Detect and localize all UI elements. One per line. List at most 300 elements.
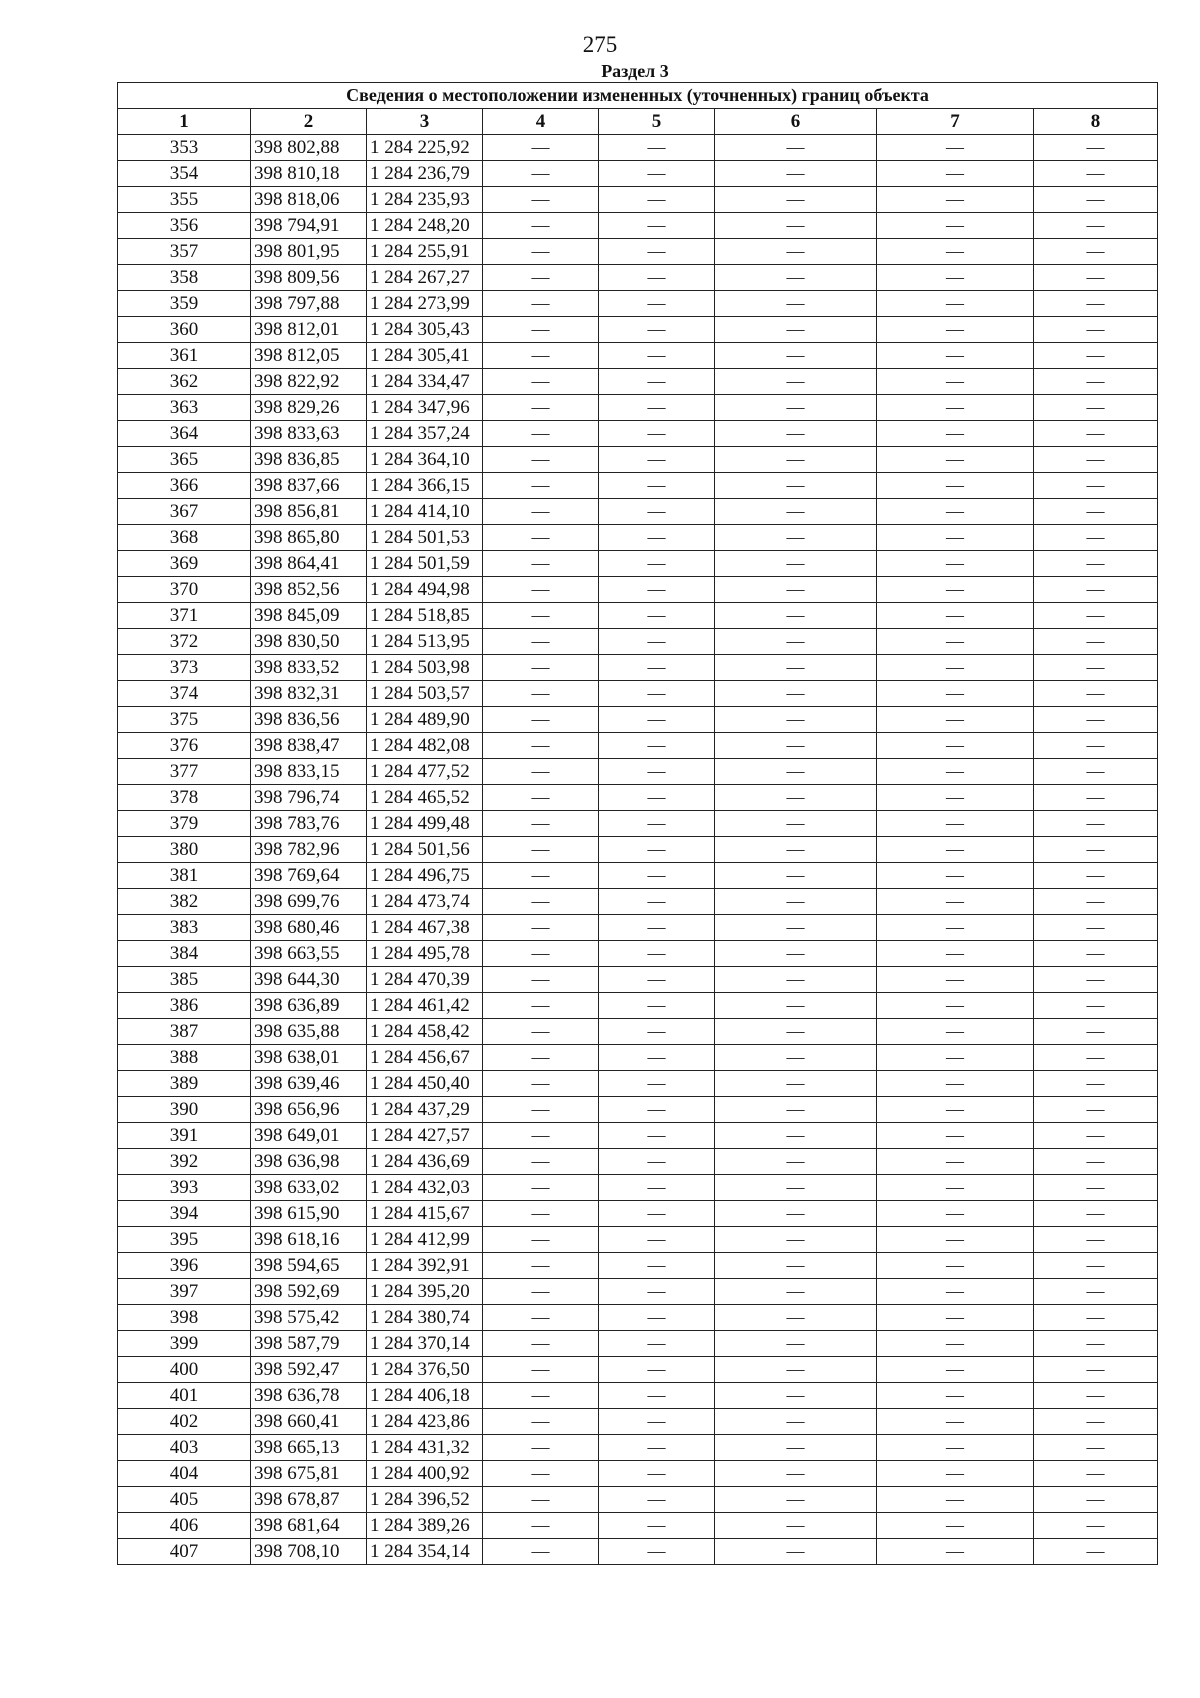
empty-value-cell: — xyxy=(483,1045,599,1071)
point-number-cell: 397 xyxy=(118,1279,251,1305)
empty-value-cell: — xyxy=(1034,239,1158,265)
empty-value-cell: — xyxy=(715,161,877,187)
x-coordinate-cell: 398 708,10 xyxy=(251,1539,367,1565)
y-coordinate-cell: 1 284 461,42 xyxy=(367,993,483,1019)
empty-value-cell: — xyxy=(599,603,715,629)
empty-value-cell: — xyxy=(715,889,877,915)
table-row xyxy=(118,889,1158,915)
empty-value-cell: — xyxy=(877,733,1034,759)
table-row xyxy=(118,343,1158,369)
x-coordinate-cell: 398 680,46 xyxy=(251,915,367,941)
empty-value-cell: — xyxy=(599,1513,715,1539)
empty-value-cell: — xyxy=(877,1175,1034,1201)
empty-value-cell: — xyxy=(483,187,599,213)
empty-value-cell: — xyxy=(877,395,1034,421)
table-row xyxy=(118,993,1158,1019)
boundary-coordinates-table xyxy=(117,82,1158,1565)
empty-value-cell: — xyxy=(877,1539,1034,1565)
empty-value-cell: — xyxy=(1034,1539,1158,1565)
empty-value-cell: — xyxy=(877,1019,1034,1045)
empty-value-cell: — xyxy=(1034,967,1158,993)
point-number-cell: 401 xyxy=(118,1383,251,1409)
empty-value-cell: — xyxy=(715,1123,877,1149)
y-coordinate-cell: 1 284 364,10 xyxy=(367,447,483,473)
empty-value-cell: — xyxy=(483,291,599,317)
empty-value-cell: — xyxy=(877,759,1034,785)
y-coordinate-cell: 1 284 396,52 xyxy=(367,1487,483,1513)
y-coordinate-cell: 1 284 235,93 xyxy=(367,187,483,213)
empty-value-cell: — xyxy=(1034,681,1158,707)
empty-value-cell: — xyxy=(1034,1487,1158,1513)
empty-value-cell: — xyxy=(877,265,1034,291)
x-coordinate-cell: 398 830,50 xyxy=(251,629,367,655)
empty-value-cell: — xyxy=(483,1097,599,1123)
empty-value-cell: — xyxy=(483,1487,599,1513)
x-coordinate-cell: 398 801,95 xyxy=(251,239,367,265)
y-coordinate-cell: 1 284 380,74 xyxy=(367,1305,483,1331)
empty-value-cell: — xyxy=(877,187,1034,213)
y-coordinate-cell: 1 284 255,91 xyxy=(367,239,483,265)
x-coordinate-cell: 398 812,05 xyxy=(251,343,367,369)
empty-value-cell: — xyxy=(715,1409,877,1435)
empty-value-cell: — xyxy=(1034,889,1158,915)
table-caption: Сведения о местоположении измененных (уточненных) границ объекта xyxy=(118,83,1158,109)
empty-value-cell: — xyxy=(599,291,715,317)
point-number-cell: 380 xyxy=(118,837,251,863)
empty-value-cell: — xyxy=(715,525,877,551)
empty-value-cell: — xyxy=(715,993,877,1019)
empty-value-cell: — xyxy=(483,1019,599,1045)
empty-value-cell: — xyxy=(877,1201,1034,1227)
empty-value-cell: — xyxy=(715,447,877,473)
empty-value-cell: — xyxy=(715,1461,877,1487)
table-row xyxy=(118,577,1158,603)
empty-value-cell: — xyxy=(1034,161,1158,187)
empty-value-cell: — xyxy=(483,1435,599,1461)
column-number: 2 xyxy=(251,109,367,135)
empty-value-cell: — xyxy=(599,785,715,811)
point-number-cell: 358 xyxy=(118,265,251,291)
empty-value-cell: — xyxy=(877,1045,1034,1071)
empty-value-cell: — xyxy=(1034,837,1158,863)
x-coordinate-cell: 398 794,91 xyxy=(251,213,367,239)
x-coordinate-cell: 398 699,76 xyxy=(251,889,367,915)
table-row xyxy=(118,135,1158,161)
x-coordinate-cell: 398 797,88 xyxy=(251,291,367,317)
empty-value-cell: — xyxy=(1034,1175,1158,1201)
empty-value-cell: — xyxy=(599,1279,715,1305)
y-coordinate-cell: 1 284 477,52 xyxy=(367,759,483,785)
y-coordinate-cell: 1 284 437,29 xyxy=(367,1097,483,1123)
empty-value-cell: — xyxy=(715,187,877,213)
empty-value-cell: — xyxy=(1034,1357,1158,1383)
empty-value-cell: — xyxy=(483,967,599,993)
empty-value-cell: — xyxy=(483,213,599,239)
empty-value-cell: — xyxy=(599,655,715,681)
empty-value-cell: — xyxy=(877,889,1034,915)
empty-value-cell: — xyxy=(1034,1461,1158,1487)
empty-value-cell: — xyxy=(483,681,599,707)
empty-value-cell: — xyxy=(599,1097,715,1123)
x-coordinate-cell: 398 838,47 xyxy=(251,733,367,759)
point-number-cell: 363 xyxy=(118,395,251,421)
empty-value-cell: — xyxy=(877,1305,1034,1331)
empty-value-cell: — xyxy=(483,1175,599,1201)
empty-value-cell: — xyxy=(599,1357,715,1383)
empty-value-cell: — xyxy=(599,837,715,863)
empty-value-cell: — xyxy=(715,421,877,447)
x-coordinate-cell: 398 833,63 xyxy=(251,421,367,447)
y-coordinate-cell: 1 284 366,15 xyxy=(367,473,483,499)
x-coordinate-cell: 398 822,92 xyxy=(251,369,367,395)
empty-value-cell: — xyxy=(877,915,1034,941)
x-coordinate-cell: 398 681,64 xyxy=(251,1513,367,1539)
y-coordinate-cell: 1 284 376,50 xyxy=(367,1357,483,1383)
table-row xyxy=(118,1435,1158,1461)
table-row xyxy=(118,1331,1158,1357)
empty-value-cell: — xyxy=(599,1071,715,1097)
point-number-cell: 356 xyxy=(118,213,251,239)
empty-value-cell: — xyxy=(877,1461,1034,1487)
empty-value-cell: — xyxy=(715,499,877,525)
y-coordinate-cell: 1 284 389,26 xyxy=(367,1513,483,1539)
point-number-cell: 359 xyxy=(118,291,251,317)
empty-value-cell: — xyxy=(483,785,599,811)
point-number-cell: 360 xyxy=(118,317,251,343)
empty-value-cell: — xyxy=(483,837,599,863)
table-row xyxy=(118,1279,1158,1305)
empty-value-cell: — xyxy=(1034,1123,1158,1149)
empty-value-cell: — xyxy=(715,941,877,967)
empty-value-cell: — xyxy=(1034,1253,1158,1279)
x-coordinate-cell: 398 783,76 xyxy=(251,811,367,837)
empty-value-cell: — xyxy=(877,1123,1034,1149)
table-row xyxy=(118,395,1158,421)
table-caption-row xyxy=(118,83,1158,109)
point-number-cell: 372 xyxy=(118,629,251,655)
empty-value-cell: — xyxy=(599,1435,715,1461)
empty-value-cell: — xyxy=(715,1045,877,1071)
table-row xyxy=(118,421,1158,447)
empty-value-cell: — xyxy=(599,629,715,655)
empty-value-cell: — xyxy=(483,1357,599,1383)
empty-value-cell: — xyxy=(715,1227,877,1253)
table-row xyxy=(118,811,1158,837)
empty-value-cell: — xyxy=(599,1383,715,1409)
x-coordinate-cell: 398 852,56 xyxy=(251,577,367,603)
empty-value-cell: — xyxy=(1034,993,1158,1019)
x-coordinate-cell: 398 636,78 xyxy=(251,1383,367,1409)
empty-value-cell: — xyxy=(1034,707,1158,733)
empty-value-cell: — xyxy=(715,1149,877,1175)
empty-value-cell: — xyxy=(599,551,715,577)
empty-value-cell: — xyxy=(715,1201,877,1227)
empty-value-cell: — xyxy=(715,811,877,837)
y-coordinate-cell: 1 284 465,52 xyxy=(367,785,483,811)
empty-value-cell: — xyxy=(1034,525,1158,551)
x-coordinate-cell: 398 802,88 xyxy=(251,135,367,161)
empty-value-cell: — xyxy=(599,1019,715,1045)
empty-value-cell: — xyxy=(877,1357,1034,1383)
column-number: 7 xyxy=(877,109,1034,135)
x-coordinate-cell: 398 615,90 xyxy=(251,1201,367,1227)
y-coordinate-cell: 1 284 225,92 xyxy=(367,135,483,161)
y-coordinate-cell: 1 284 236,79 xyxy=(367,161,483,187)
empty-value-cell: — xyxy=(877,499,1034,525)
x-coordinate-cell: 398 836,85 xyxy=(251,447,367,473)
table-row xyxy=(118,837,1158,863)
point-number-cell: 383 xyxy=(118,915,251,941)
y-coordinate-cell: 1 284 370,14 xyxy=(367,1331,483,1357)
point-number-cell: 402 xyxy=(118,1409,251,1435)
empty-value-cell: — xyxy=(483,473,599,499)
empty-value-cell: — xyxy=(877,369,1034,395)
empty-value-cell: — xyxy=(599,473,715,499)
y-coordinate-cell: 1 284 412,99 xyxy=(367,1227,483,1253)
empty-value-cell: — xyxy=(483,1071,599,1097)
empty-value-cell: — xyxy=(877,837,1034,863)
point-number-cell: 403 xyxy=(118,1435,251,1461)
empty-value-cell: — xyxy=(483,239,599,265)
empty-value-cell: — xyxy=(1034,1513,1158,1539)
empty-value-cell: — xyxy=(877,967,1034,993)
empty-value-cell: — xyxy=(599,889,715,915)
empty-value-cell: — xyxy=(715,239,877,265)
empty-value-cell: — xyxy=(715,1539,877,1565)
table-row xyxy=(118,681,1158,707)
empty-value-cell: — xyxy=(599,1045,715,1071)
empty-value-cell: — xyxy=(877,681,1034,707)
y-coordinate-cell: 1 284 273,99 xyxy=(367,291,483,317)
empty-value-cell: — xyxy=(599,447,715,473)
y-coordinate-cell: 1 284 513,95 xyxy=(367,629,483,655)
empty-value-cell: — xyxy=(1034,629,1158,655)
x-coordinate-cell: 398 845,09 xyxy=(251,603,367,629)
table-row xyxy=(118,1383,1158,1409)
empty-value-cell: — xyxy=(1034,395,1158,421)
table-row xyxy=(118,187,1158,213)
empty-value-cell: — xyxy=(715,785,877,811)
empty-value-cell: — xyxy=(1034,473,1158,499)
table-row xyxy=(118,1253,1158,1279)
empty-value-cell: — xyxy=(483,317,599,343)
table-row xyxy=(118,447,1158,473)
empty-value-cell: — xyxy=(877,1487,1034,1513)
table-row xyxy=(118,265,1158,291)
y-coordinate-cell: 1 284 489,90 xyxy=(367,707,483,733)
empty-value-cell: — xyxy=(483,1227,599,1253)
table-row xyxy=(118,1513,1158,1539)
y-coordinate-cell: 1 284 414,10 xyxy=(367,499,483,525)
point-number-cell: 404 xyxy=(118,1461,251,1487)
empty-value-cell: — xyxy=(599,395,715,421)
point-number-cell: 386 xyxy=(118,993,251,1019)
empty-value-cell: — xyxy=(599,1487,715,1513)
point-number-cell: 391 xyxy=(118,1123,251,1149)
table-row xyxy=(118,1227,1158,1253)
y-coordinate-cell: 1 284 496,75 xyxy=(367,863,483,889)
x-coordinate-cell: 398 644,30 xyxy=(251,967,367,993)
point-number-cell: 371 xyxy=(118,603,251,629)
empty-value-cell: — xyxy=(715,1435,877,1461)
table-row xyxy=(118,863,1158,889)
page-number: 275 xyxy=(582,32,618,57)
empty-value-cell: — xyxy=(715,317,877,343)
table-row xyxy=(118,1357,1158,1383)
y-coordinate-cell: 1 284 392,91 xyxy=(367,1253,483,1279)
x-coordinate-cell: 398 594,65 xyxy=(251,1253,367,1279)
empty-value-cell: — xyxy=(877,1331,1034,1357)
empty-value-cell: — xyxy=(599,863,715,889)
point-number-cell: 361 xyxy=(118,343,251,369)
x-coordinate-cell: 398 592,47 xyxy=(251,1357,367,1383)
section-title: Раздел 3 xyxy=(601,61,669,81)
point-number-cell: 388 xyxy=(118,1045,251,1071)
y-coordinate-cell: 1 284 518,85 xyxy=(367,603,483,629)
empty-value-cell: — xyxy=(599,1539,715,1565)
table-row xyxy=(118,369,1158,395)
empty-value-cell: — xyxy=(483,733,599,759)
point-number-cell: 384 xyxy=(118,941,251,967)
point-number-cell: 399 xyxy=(118,1331,251,1357)
x-coordinate-cell: 398 678,87 xyxy=(251,1487,367,1513)
empty-value-cell: — xyxy=(715,1097,877,1123)
y-coordinate-cell: 1 284 467,38 xyxy=(367,915,483,941)
table-row xyxy=(118,551,1158,577)
empty-value-cell: — xyxy=(483,1513,599,1539)
y-coordinate-cell: 1 284 450,40 xyxy=(367,1071,483,1097)
empty-value-cell: — xyxy=(483,551,599,577)
empty-value-cell: — xyxy=(877,1383,1034,1409)
y-coordinate-cell: 1 284 503,98 xyxy=(367,655,483,681)
empty-value-cell: — xyxy=(483,941,599,967)
x-coordinate-cell: 398 818,06 xyxy=(251,187,367,213)
x-coordinate-cell: 398 809,56 xyxy=(251,265,367,291)
empty-value-cell: — xyxy=(877,1279,1034,1305)
table-row xyxy=(118,1305,1158,1331)
x-coordinate-cell: 398 833,52 xyxy=(251,655,367,681)
y-coordinate-cell: 1 284 400,92 xyxy=(367,1461,483,1487)
empty-value-cell: — xyxy=(483,395,599,421)
empty-value-cell: — xyxy=(877,811,1034,837)
empty-value-cell: — xyxy=(715,1253,877,1279)
empty-value-cell: — xyxy=(599,343,715,369)
table-row xyxy=(118,1201,1158,1227)
empty-value-cell: — xyxy=(483,1253,599,1279)
y-coordinate-cell: 1 284 267,27 xyxy=(367,265,483,291)
x-coordinate-cell: 398 864,41 xyxy=(251,551,367,577)
empty-value-cell: — xyxy=(483,447,599,473)
x-coordinate-cell: 398 836,56 xyxy=(251,707,367,733)
x-coordinate-cell: 398 575,42 xyxy=(251,1305,367,1331)
empty-value-cell: — xyxy=(599,1149,715,1175)
empty-value-cell: — xyxy=(1034,265,1158,291)
y-coordinate-cell: 1 284 347,96 xyxy=(367,395,483,421)
empty-value-cell: — xyxy=(1034,1149,1158,1175)
empty-value-cell: — xyxy=(599,161,715,187)
empty-value-cell: — xyxy=(599,1227,715,1253)
table-row xyxy=(118,785,1158,811)
empty-value-cell: — xyxy=(715,681,877,707)
empty-value-cell: — xyxy=(1034,733,1158,759)
empty-value-cell: — xyxy=(599,915,715,941)
point-number-cell: 395 xyxy=(118,1227,251,1253)
point-number-cell: 367 xyxy=(118,499,251,525)
empty-value-cell: — xyxy=(599,1461,715,1487)
empty-value-cell: — xyxy=(1034,1409,1158,1435)
point-number-cell: 400 xyxy=(118,1357,251,1383)
table-row xyxy=(118,317,1158,343)
empty-value-cell: — xyxy=(1034,1045,1158,1071)
empty-value-cell: — xyxy=(483,1201,599,1227)
empty-value-cell: — xyxy=(715,1383,877,1409)
point-number-cell: 366 xyxy=(118,473,251,499)
table-row xyxy=(118,1539,1158,1565)
empty-value-cell: — xyxy=(877,603,1034,629)
empty-value-cell: — xyxy=(1034,1279,1158,1305)
empty-value-cell: — xyxy=(715,291,877,317)
empty-value-cell: — xyxy=(715,577,877,603)
table-row xyxy=(118,629,1158,655)
y-coordinate-cell: 1 284 436,69 xyxy=(367,1149,483,1175)
table-row xyxy=(118,1071,1158,1097)
empty-value-cell: — xyxy=(1034,1383,1158,1409)
y-coordinate-cell: 1 284 501,53 xyxy=(367,525,483,551)
empty-value-cell: — xyxy=(483,421,599,447)
point-number-cell: 406 xyxy=(118,1513,251,1539)
empty-value-cell: — xyxy=(483,525,599,551)
point-number-cell: 369 xyxy=(118,551,251,577)
empty-value-cell: — xyxy=(715,603,877,629)
empty-value-cell: — xyxy=(715,213,877,239)
table-row xyxy=(118,759,1158,785)
empty-value-cell: — xyxy=(599,941,715,967)
empty-value-cell: — xyxy=(599,317,715,343)
empty-value-cell: — xyxy=(483,915,599,941)
table-row xyxy=(118,915,1158,941)
empty-value-cell: — xyxy=(483,1149,599,1175)
table-row xyxy=(118,525,1158,551)
empty-value-cell: — xyxy=(1034,551,1158,577)
empty-value-cell: — xyxy=(715,707,877,733)
y-coordinate-cell: 1 284 395,20 xyxy=(367,1279,483,1305)
empty-value-cell: — xyxy=(1034,655,1158,681)
empty-value-cell: — xyxy=(877,343,1034,369)
empty-value-cell: — xyxy=(483,603,599,629)
point-number-cell: 364 xyxy=(118,421,251,447)
empty-value-cell: — xyxy=(715,395,877,421)
empty-value-cell: — xyxy=(1034,421,1158,447)
y-coordinate-cell: 1 284 456,67 xyxy=(367,1045,483,1071)
x-coordinate-cell: 398 635,88 xyxy=(251,1019,367,1045)
empty-value-cell: — xyxy=(877,1149,1034,1175)
point-number-cell: 354 xyxy=(118,161,251,187)
empty-value-cell: — xyxy=(877,291,1034,317)
empty-value-cell: — xyxy=(715,629,877,655)
empty-value-cell: — xyxy=(877,1097,1034,1123)
empty-value-cell: — xyxy=(715,759,877,785)
table-row xyxy=(118,1175,1158,1201)
x-coordinate-cell: 398 810,18 xyxy=(251,161,367,187)
y-coordinate-cell: 1 284 495,78 xyxy=(367,941,483,967)
point-number-cell: 377 xyxy=(118,759,251,785)
point-number-cell: 382 xyxy=(118,889,251,915)
empty-value-cell: — xyxy=(877,1409,1034,1435)
empty-value-cell: — xyxy=(599,369,715,395)
empty-value-cell: — xyxy=(1034,1227,1158,1253)
empty-value-cell: — xyxy=(483,135,599,161)
empty-value-cell: — xyxy=(1034,369,1158,395)
